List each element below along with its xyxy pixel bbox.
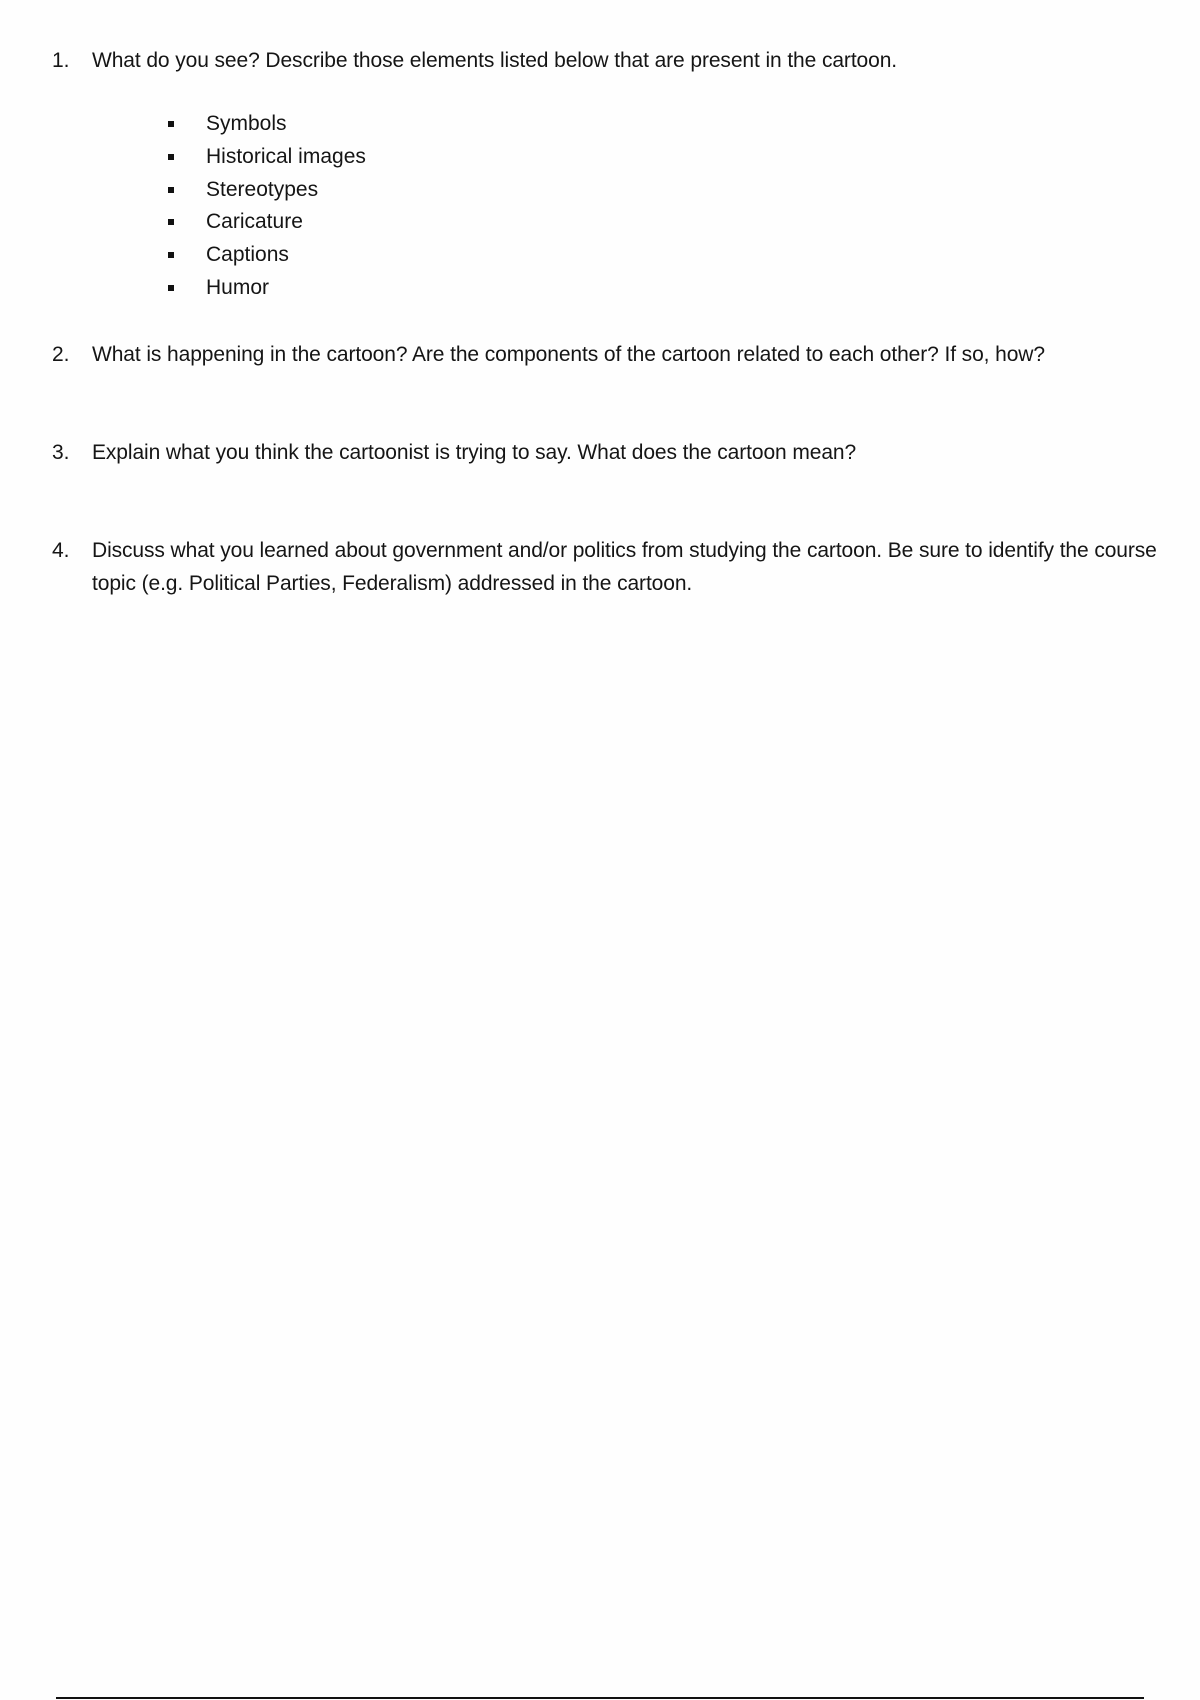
list-item [166, 141, 366, 174]
list-item-label: Symbols [206, 112, 287, 135]
bottom-rule-divider [56, 1697, 1144, 1699]
question-text: What is happening in the cartoon? Are the components of the cartoon related to each other? If so, how? [92, 343, 1045, 366]
list-item [166, 206, 366, 239]
question-number: 3. [52, 441, 70, 464]
list-item [166, 239, 366, 272]
square-bullet-icon [168, 187, 174, 193]
list-item-label: Humor [206, 275, 270, 299]
question-number: 1. [52, 49, 70, 72]
square-bullet-icon [168, 285, 174, 291]
question-2 [52, 338, 1160, 371]
elements-list [166, 108, 366, 305]
square-bullet-icon [168, 154, 174, 160]
square-bullet-icon [168, 121, 174, 127]
list-item-label: Stereotypes [206, 177, 319, 201]
list-item-label: Captions [206, 243, 289, 267]
list-item-label: Caricature [206, 210, 303, 234]
square-bullet-icon [168, 219, 174, 225]
list-item [166, 272, 366, 305]
list-item [166, 174, 366, 207]
question-3 [52, 436, 1160, 469]
question-number: 4. [52, 539, 70, 562]
list-item-label: Historical images [206, 144, 366, 168]
list-item [166, 108, 366, 141]
square-bullet-icon [168, 252, 174, 258]
question-text: Explain what you think the cartoonist is trying to say. What does the cartoon mean? [92, 441, 857, 464]
question-text: Discuss what you learned about government and/or politics from studying the cartoon. Be sure to identify the course topic (e.g. Political Parties, Federalism) addressed in the cartoon. [92, 539, 1157, 595]
question-1 [52, 44, 1160, 77]
question-text: What do you see? Describe those elements listed below that are present in the cartoon. [92, 49, 898, 72]
question-4 [52, 534, 1160, 600]
question-number: 2. [52, 343, 70, 366]
